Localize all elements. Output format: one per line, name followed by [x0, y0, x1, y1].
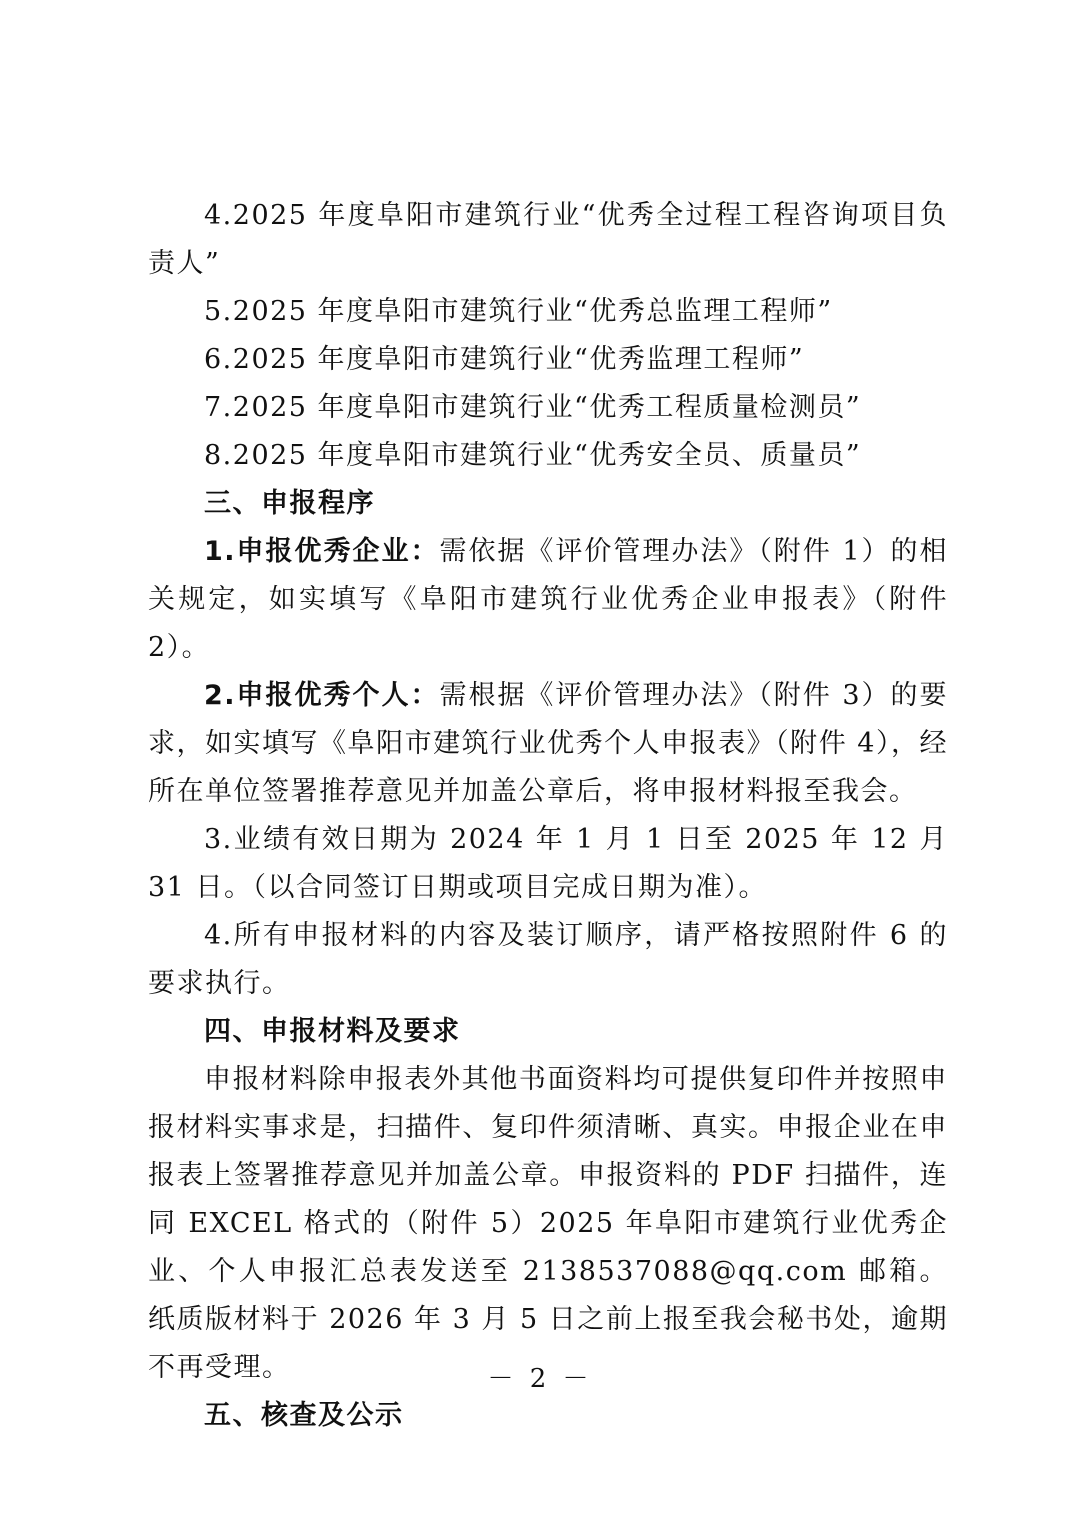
procedure-item-2	[148, 672, 948, 816]
procedure-item-3: 3.业绩有效日期为 2024 年 1 月 1 日至 2025 年 12 月 31 日。（以合同签订日期或项目完成日期为准）。	[148, 824, 948, 903]
list-item-8: 8.2025 年度阜阳市建筑行业“优秀安全员、质量员”	[204, 440, 862, 471]
procedure-item-2-text: 需根据《评价管理办法》（附件 3）的要求，如实填写《阜阳市建筑行业优秀个人申报表》（附件 4），经所在单位签署推荐意见并加盖公章后，将申报材料报至我会。	[148, 680, 948, 807]
list-item-7: 7.2025 年度阜阳市建筑行业“优秀工程质量检测员”	[204, 392, 862, 423]
materials-paragraph: 申报材料除申报表外其他书面资料均可提供复印件并按照申报材料实事求是，扫描件、复印件须清晰、真实。申报企业在申报表上签署推荐意见并加盖公章。申报资料的 PDF 扫描件，连同 EXCEL 格式的（附件 5）2025 年阜阳市建筑行业优秀企业、个人申报汇总表发送至 2138537088@qq.com 邮箱。纸质版材料于 2026 年 3 月 5 日之前上报至我会秘书处，逾期不再受理。	[148, 1064, 948, 1383]
procedure-item-4: 4.所有申报材料的内容及装订顺序，请严格按照附件 6 的要求执行。	[148, 920, 948, 999]
procedure-item-2-label: 2.申报优秀个人：	[204, 680, 440, 711]
page-number: － 2 －	[487, 1364, 593, 1394]
list-item-6: 6.2025 年度阜阳市建筑行业“优秀监理工程师”	[204, 344, 805, 375]
procedure-item-1-label: 1.申报优秀企业：	[204, 536, 440, 567]
list-item-5: 5.2025 年度阜阳市建筑行业“优秀总监理工程师”	[204, 296, 833, 327]
section-heading-review: 五、核查及公示	[204, 1400, 404, 1431]
procedure-item-1-text: 需依据《评价管理办法》（附件 1）的相关规定，如实填写《阜阳市建筑行业优秀企业申报表》（附件 2）。	[148, 536, 948, 663]
document-body	[148, 192, 948, 1440]
section-heading-materials: 四、申报材料及要求	[204, 1016, 461, 1047]
procedure-item-1	[148, 528, 948, 672]
list-item-4: 4.2025 年度阜阳市建筑行业“优秀全过程工程咨询项目负责人”	[148, 200, 948, 279]
section-heading-application-procedure: 三、申报程序	[204, 488, 375, 519]
